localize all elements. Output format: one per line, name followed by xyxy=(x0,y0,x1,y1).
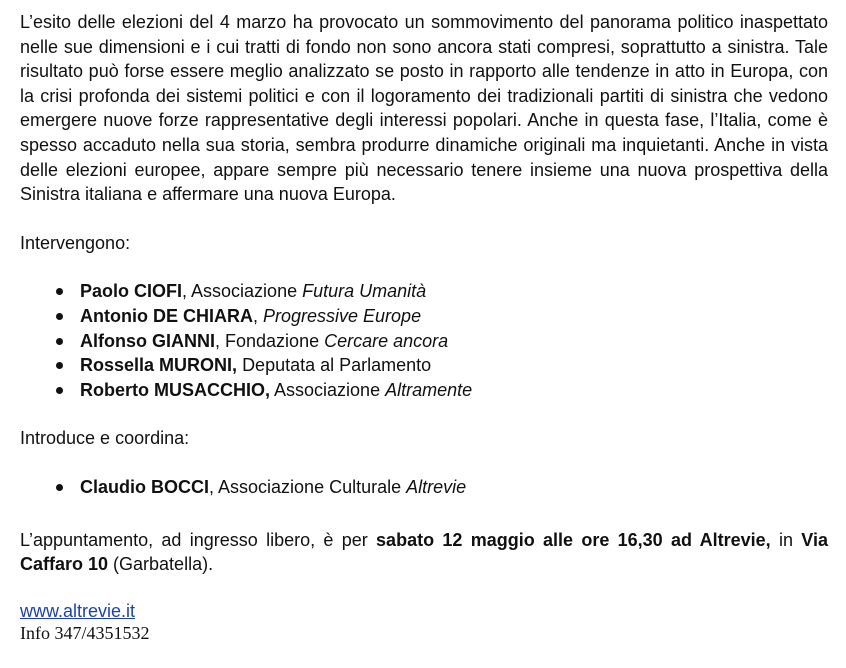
speaker-name: Rossella MURONI, xyxy=(80,355,238,376)
closing-paragraph xyxy=(20,528,828,577)
list-item xyxy=(56,475,828,500)
moderator-role: Associazione Culturale xyxy=(218,476,407,497)
intro-paragraph: L’esito delle elezioni del 4 marzo ha provocato un sommovimento del panorama politico inaspettato nelle sue dimensioni e i cui tratti di fondo non sono ancora stati compresi, soprattutto a sinistra. Tale risultato può forse essere meglio analizzato se posto in rapporto alle tendenze in atto in Europa, con la crisi profonda dei sistemi politici e con il logoramento dei tradizionali partiti di sinistra che vedono emergere nuove forze rappresentative degli interessi popolari. Anche in questa fase, l’Italia, come è spesso accaduto nella sua storia, sembra produrre dinamiche originali ma inquietanti. Anche in vista delle elezioni europee, appare sempre più necessario tenere insieme una nuova prospettiva della Sinistra italiana e affermare una nuova Europa. xyxy=(20,12,828,205)
website-link[interactable]: www.altrevie.it xyxy=(20,600,136,621)
speaker-role: Associazione xyxy=(274,379,386,400)
speaker-org: Futura Umanità xyxy=(302,281,427,302)
moderator-org: Altrevie xyxy=(406,476,467,497)
separator: , xyxy=(215,330,226,351)
list-item xyxy=(56,353,828,378)
closing-text: in xyxy=(770,529,802,550)
event-date: sabato 12 maggio alle ore 16,30 ad Altrevie, xyxy=(376,529,771,550)
list-item xyxy=(56,378,828,403)
list-item xyxy=(56,329,828,354)
speaker-org: Cercare ancora xyxy=(324,330,449,351)
closing-text: L’appuntamento, ad ingresso libero, è per xyxy=(20,529,377,550)
separator: , xyxy=(252,305,263,326)
speaker-name: Alfonso GIANNI xyxy=(80,330,215,351)
speakers-list xyxy=(20,279,828,402)
separator: , xyxy=(209,476,219,497)
moderator-label: Introduce e coordina: xyxy=(20,428,190,449)
event-address: Via Caffaro 10 xyxy=(20,529,828,575)
speaker-name: Antonio DE CHIARA xyxy=(80,305,253,326)
speaker-name: Roberto MUSACCHIO, xyxy=(80,379,270,400)
moderator-list xyxy=(20,475,828,500)
speaker-name: Paolo CIOFI xyxy=(80,281,183,302)
list-item xyxy=(56,304,828,329)
speaker-org: Progressive Europe xyxy=(263,305,422,326)
list-item xyxy=(56,279,828,304)
speaker-role: Associazione xyxy=(191,281,303,302)
speaker-role: Deputata al Parlamento xyxy=(242,355,432,376)
speakers-label: Intervengono: xyxy=(20,232,131,253)
separator: , xyxy=(182,281,192,302)
speaker-org: Altramente xyxy=(385,379,473,400)
closing-text: (Garbatella). xyxy=(108,554,214,575)
speaker-role: Fondazione xyxy=(225,330,325,351)
moderator-name: Claudio BOCCI xyxy=(80,476,209,497)
info-phone: Info 347/4351532 xyxy=(20,623,150,644)
